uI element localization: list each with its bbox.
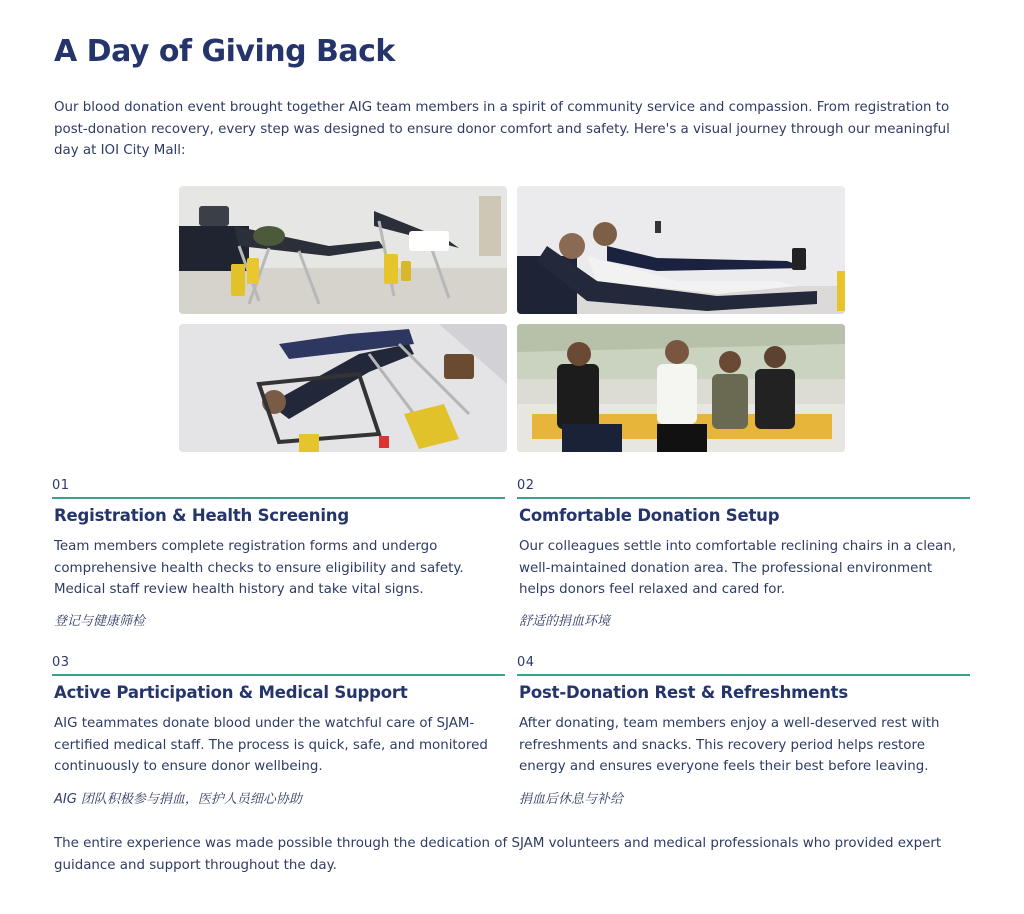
step-description: After donating, team members enjoy a well-deserved rest with refreshments and snacks. This recovery period helps restore energy and ensures everyone feels their best before leaving. (519, 716, 940, 774)
step-chinese-caption: 登记与健康筛检 (54, 614, 146, 629)
step-title: Active Participation & Medical Support (54, 683, 408, 702)
photo-donors-smiling (517, 186, 845, 314)
intro-paragraph: Our blood donation event brought together AIG team members in a spirit of community service and compassion. From registration to post-donation recovery, every step was designed to ensure donor comfort and safety. Here's a visual journey through our meaningful day at IOI City Mall: (54, 100, 950, 158)
photo-active-participation (179, 324, 507, 452)
step-chinese-caption: AIG 团队积极参与捐血，医护人员细心协助 (54, 792, 302, 807)
step-number: 04 (517, 655, 535, 670)
step-number: 03 (52, 655, 70, 670)
step-divider (517, 497, 970, 499)
step-divider (52, 497, 505, 499)
step-chinese-caption: 舒适的捐血环境 (519, 614, 611, 629)
step-description: Team members complete registration forms and undergo comprehensive health checks to ensure eligibility and safety. Medical staff review health history and take vital signs. (54, 539, 464, 597)
step-title: Registration & Health Screening (54, 506, 349, 525)
step-description: AIG teammates donate blood under the watchful care of SJAM-certified medical staff. The process is quick, safe, and monitored continuously to ensure donor wellbeing. (54, 716, 488, 774)
step-title: Comfortable Donation Setup (519, 506, 780, 525)
step-number: 02 (517, 478, 535, 493)
step-number: 01 (52, 478, 70, 493)
step-divider (52, 674, 505, 676)
step-title: Post-Donation Rest & Refreshments (519, 683, 848, 702)
step-description: Our colleagues settle into comfortable reclining chairs in a clean, well-maintained donation area. The professional environment helps donors feel relaxed and cared for. (519, 539, 957, 597)
step-divider (517, 674, 970, 676)
photo-donation-hall (179, 186, 507, 314)
step-chinese-caption: 捐血后休息与补给 (519, 792, 624, 807)
page-title: A Day of Giving Back (54, 34, 395, 69)
photo-gallery (179, 186, 845, 452)
photo-rest-refreshments (517, 324, 845, 452)
closing-paragraph: The entire experience was made possible through the dedication of SJAM volunteers and medical professionals who provided expert guidance and support throughout the day. (54, 836, 942, 873)
